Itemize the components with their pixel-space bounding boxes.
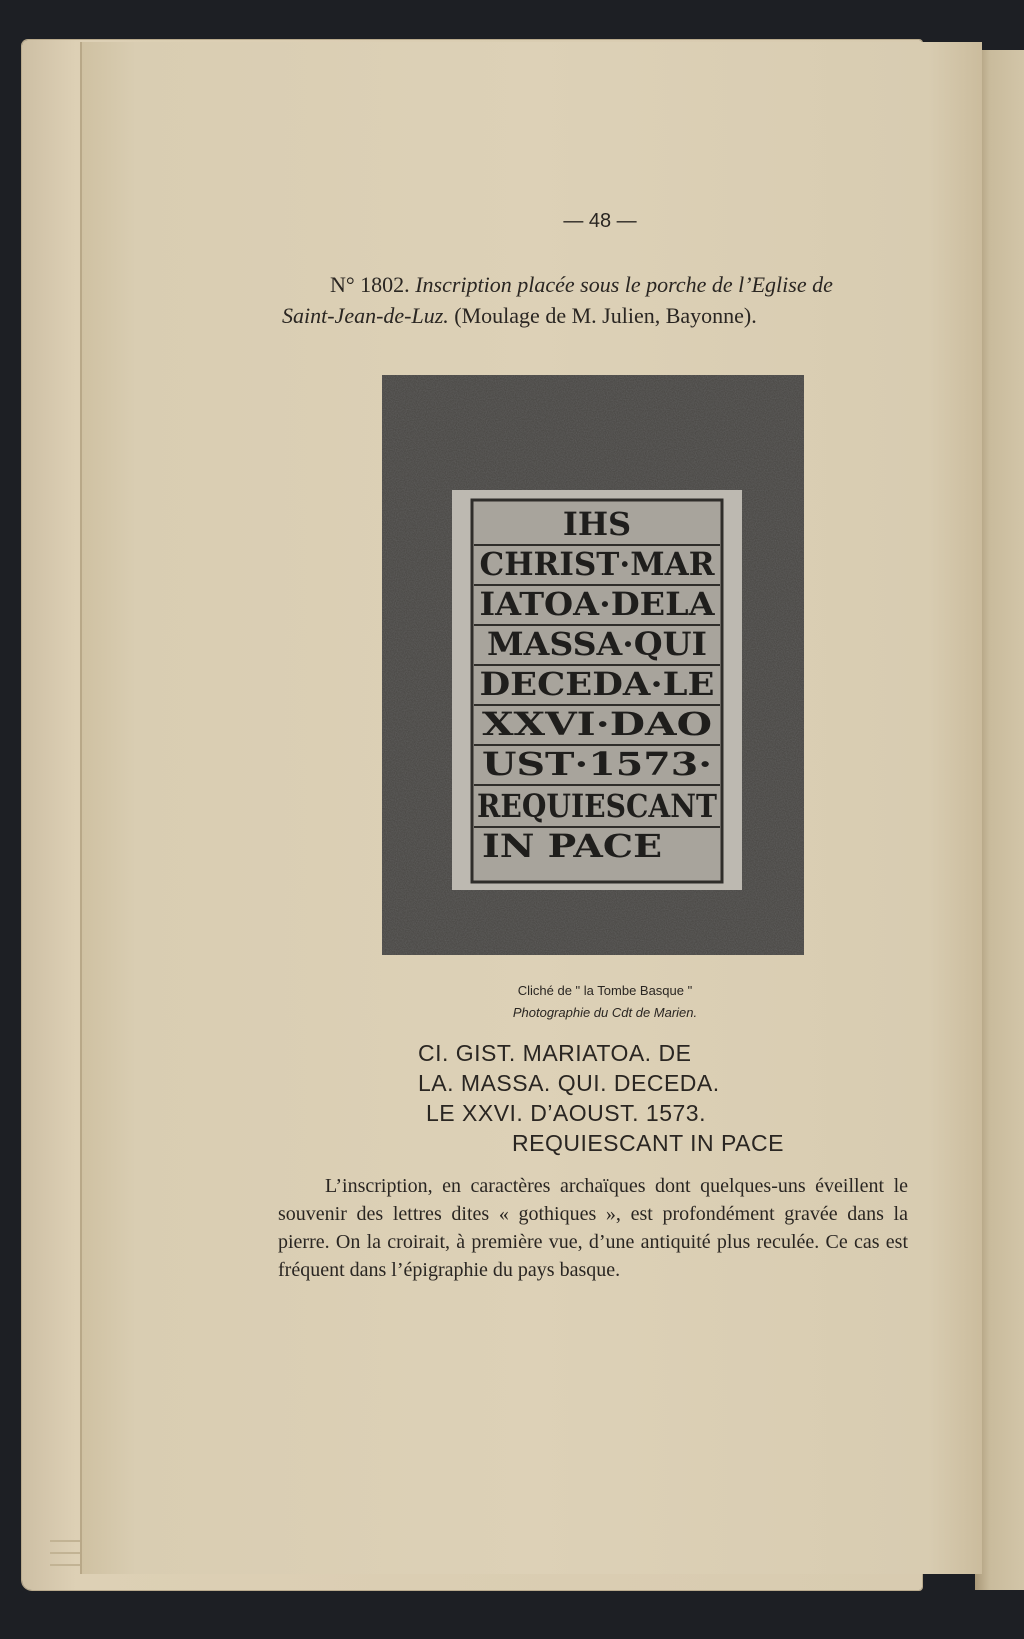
transcription-line: LA. MASSA. QUI. DECEDA. bbox=[418, 1070, 720, 1096]
entry-number: N° 1802. bbox=[330, 272, 410, 297]
transcription-line: LE XXVI. D’AOUST. 1573. bbox=[426, 1100, 706, 1126]
heading-place: Saint-Jean-de-Luz. bbox=[282, 303, 449, 328]
heading-line-2 bbox=[282, 303, 757, 329]
page-number: — 48 — bbox=[563, 210, 637, 232]
carved-line: XXVI·DAO bbox=[482, 705, 712, 743]
body-paragraph: L’inscription, en caractères archaïques dont quelques-uns éveillent le souvenir des lettres dites « gothiques », est profondément gravée dans la pierre. On la croirait, à première vue, d’une antiquité plus reculée. Ce cas est fréquent dans l’épigraphie du pays basque. bbox=[278, 1175, 908, 1281]
photo-credit-line-2: Photographie du Cdt de Marien. bbox=[512, 1005, 698, 1020]
carved-line: UST·1573· bbox=[482, 745, 712, 783]
transcription-line: CI. GIST. MARIATOA. DE bbox=[418, 1040, 692, 1066]
heading-line-1 bbox=[330, 272, 833, 298]
carved-line: IHS bbox=[562, 505, 632, 543]
facing-page-edge bbox=[975, 50, 1024, 1590]
carved-text bbox=[477, 505, 717, 865]
carved-line: IATOA·DELA bbox=[479, 585, 716, 623]
inscription-photo bbox=[382, 375, 804, 955]
carved-line: CHRIST·MAR bbox=[479, 545, 715, 583]
transcription-line: REQUIESCANT IN PACE bbox=[512, 1130, 784, 1156]
photo-credit-line-1: Cliché de " la Tombe Basque " bbox=[517, 983, 693, 998]
carved-line: REQUIESCANT bbox=[477, 787, 718, 825]
heading-source: (Moulage de M. Julien, Bayonne). bbox=[454, 303, 757, 328]
carved-line: DECEDA·LE bbox=[479, 665, 715, 703]
carved-line: IN PACE bbox=[482, 827, 662, 865]
heading-title-italic: Inscription placée sous le porche de l’Eglise de bbox=[415, 272, 833, 297]
carved-line: MASSA·QUI bbox=[487, 625, 707, 663]
